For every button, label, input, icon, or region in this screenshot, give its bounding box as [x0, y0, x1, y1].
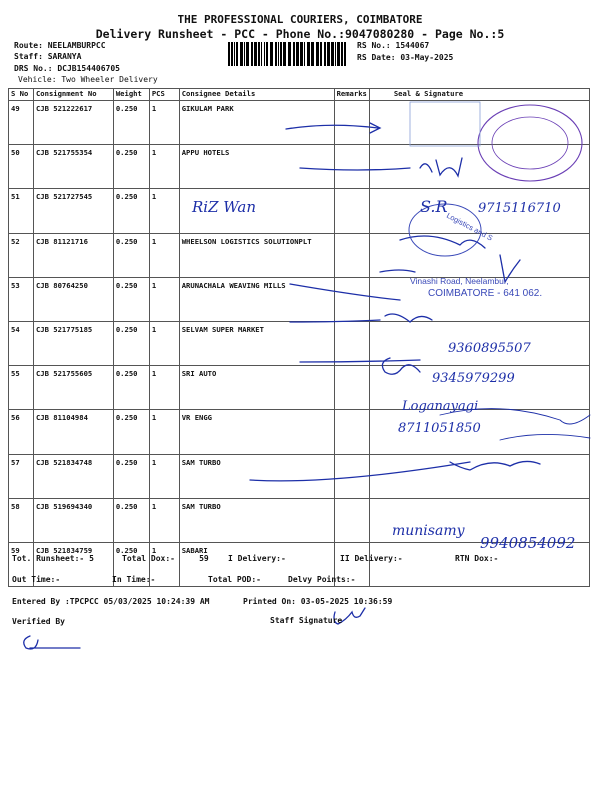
stamp-address-line2: COIMBATORE - 641 062.	[428, 288, 543, 299]
cell-seal-signature	[369, 145, 589, 189]
hw-row59-phone: 9940854092	[480, 534, 576, 552]
barcode-bar	[316, 42, 319, 66]
staff: Staff: SARANYA	[14, 52, 82, 61]
cell-weight: 0.250	[113, 145, 149, 189]
barcode-bar	[344, 42, 346, 66]
cell-pcs: 1	[149, 145, 179, 189]
cell-pcs: 1	[149, 498, 179, 542]
table-row	[9, 189, 590, 233]
hw-row51-name: RiZ Wan	[192, 198, 256, 216]
cell-weight: 0.250	[113, 189, 149, 233]
barcode-bar	[244, 42, 245, 66]
cell-consignee: ARUNACHALA WEAVING MILLS	[179, 277, 334, 321]
barcode-bar	[261, 42, 262, 66]
table-row	[9, 366, 590, 410]
cell-weight: 0.250	[113, 542, 149, 586]
barcode-bar	[246, 42, 249, 66]
cell-remarks	[334, 454, 369, 498]
ii-delivery: II Delivery:-	[340, 554, 403, 563]
vehicle: Vehicle: Two Wheeler Delivery	[18, 75, 158, 84]
cell-seal-signature	[369, 277, 589, 321]
hw-row51-phone: 9715116710	[478, 201, 561, 216]
barcode-bar	[228, 42, 230, 66]
stamp-address-line1: Vinashi Road, Neelambur,	[410, 276, 509, 286]
barcode-bar	[307, 42, 310, 66]
table-row	[9, 410, 590, 454]
barcode-bar	[337, 42, 340, 66]
cell-pcs: 1	[149, 410, 179, 454]
table-row	[9, 233, 590, 277]
out-time: Out Time:-	[12, 575, 61, 584]
cell-pcs: 1	[149, 366, 179, 410]
table-row	[9, 145, 590, 189]
i-delivery: I Delivery:-	[228, 554, 286, 563]
cell-consignment: CJB 521755354	[33, 145, 113, 189]
cell-sno: 51	[9, 189, 34, 233]
cell-sno: 57	[9, 454, 34, 498]
stamp-arc-text: Logistics and S	[445, 210, 495, 243]
runsheet-subtitle: Delivery Runsheet - PCC - Phone No.:9047080280 - Page No.:5	[95, 27, 505, 41]
barcode-bar	[234, 42, 235, 66]
table-row	[9, 101, 590, 145]
cell-remarks	[334, 366, 369, 410]
cell-consignment: CJB 81104984	[33, 410, 113, 454]
cell-consignee: SRI AUTO	[179, 366, 334, 410]
barcode-bar	[266, 42, 268, 66]
table-row	[9, 498, 590, 542]
runsheet-table	[8, 88, 590, 587]
staff-signature-label: Staff Signature	[270, 616, 343, 625]
delvy-points: Delvy Points:-	[288, 575, 356, 584]
rtn-dox: RTN Dox:-	[455, 554, 499, 563]
barcode-bar	[264, 42, 265, 66]
table-row	[9, 454, 590, 498]
cell-sno: 58	[9, 498, 34, 542]
cell-remarks	[334, 233, 369, 277]
cell-sno: 55	[9, 366, 34, 410]
barcode-bar	[327, 42, 330, 66]
cell-weight: 0.250	[113, 321, 149, 365]
cell-weight: 0.250	[113, 233, 149, 277]
barcode-bar	[341, 42, 343, 66]
hw-row56-name: Loganayagi	[402, 399, 479, 414]
cell-seal-signature	[369, 366, 589, 410]
barcode-bar	[236, 42, 238, 66]
cell-remarks	[334, 410, 369, 454]
verified-by: Verified By	[12, 617, 65, 626]
barcode-bar	[288, 42, 291, 66]
cell-sno: 50	[9, 145, 34, 189]
cell-pcs: 1	[149, 542, 179, 586]
cell-sno: 59	[9, 542, 34, 586]
cell-seal-signature	[369, 454, 589, 498]
barcode-bar	[331, 42, 334, 66]
total-pod: Total POD:-	[208, 575, 261, 584]
cell-remarks	[334, 145, 369, 189]
cell-consignment: CJB 521834748	[33, 454, 113, 498]
barcode-bar	[335, 42, 336, 66]
barcode-bar	[231, 42, 233, 66]
cell-consignee: SAM TURBO	[179, 454, 334, 498]
col-consignment: Consignment No	[33, 89, 113, 101]
cell-consignment: CJB 521755605	[33, 366, 113, 410]
cell-consignee: APPU HOTELS	[179, 145, 334, 189]
barcode-bar	[275, 42, 277, 66]
barcode-bar	[280, 42, 282, 66]
table-header-row	[9, 89, 590, 101]
drs-number: DRS No.: DCJB154406705	[14, 64, 120, 73]
barcode-bar	[320, 42, 322, 66]
cell-weight: 0.250	[113, 454, 149, 498]
cell-consignee: SAM TURBO	[179, 498, 334, 542]
verified-signature	[24, 636, 80, 649]
barcode-bar	[300, 42, 303, 66]
barcode-bar	[270, 42, 273, 66]
cell-consignment: CJB 521222617	[33, 101, 113, 145]
col-sno: S No	[9, 89, 34, 101]
cell-consignment: CJB 519694340	[33, 498, 113, 542]
barcode-bar	[296, 42, 299, 66]
cell-consignment: CJB 80764250	[33, 277, 113, 321]
col-weight: Weight	[113, 89, 149, 101]
cell-seal-signature	[369, 410, 589, 454]
hw-row51-sign: S.R	[420, 197, 448, 216]
cell-pcs: 1	[149, 277, 179, 321]
cell-remarks	[334, 277, 369, 321]
cell-sno: 52	[9, 233, 34, 277]
col-pcs: PCS	[149, 89, 179, 101]
cell-seal-signature	[369, 321, 589, 365]
in-time: In Time:-	[112, 575, 156, 584]
printed-on: Printed On: 03-05-2025 10:36:59	[243, 597, 393, 606]
cell-weight: 0.250	[113, 366, 149, 410]
total-dox: Total Dox:- 59	[122, 554, 209, 563]
cell-consignment: CJB 521727545	[33, 189, 113, 233]
route: Route: NEELAMBURPCC	[14, 41, 106, 50]
cell-sno: 53	[9, 277, 34, 321]
barcode-bar	[324, 42, 326, 66]
cell-consignee	[179, 189, 334, 233]
entered-by: Entered By :TPCPCC 05/03/2025 10:24:39 AM	[12, 597, 210, 606]
barcode-bar	[311, 42, 314, 66]
cell-sno: 54	[9, 321, 34, 365]
cell-seal-signature	[369, 189, 589, 233]
cell-remarks	[334, 101, 369, 145]
cell-sno: 49	[9, 101, 34, 145]
cell-remarks	[334, 321, 369, 365]
cell-pcs: 1	[149, 233, 179, 277]
cell-consignee: GIKULAM PARK	[179, 101, 334, 145]
cell-pcs: 1	[149, 454, 179, 498]
hw-row59-name: munisamy	[392, 523, 465, 539]
cell-seal-signature	[369, 233, 589, 277]
cell-sno: 56	[9, 410, 34, 454]
cell-remarks	[334, 498, 369, 542]
cell-weight: 0.250	[113, 410, 149, 454]
cell-weight: 0.250	[113, 101, 149, 145]
cell-seal-signature	[369, 498, 589, 542]
hw-row55-phone1: 9360895507	[448, 341, 531, 356]
barcode	[228, 42, 348, 66]
hw-row56-phone: 8711051850	[398, 421, 481, 436]
cell-consignee: SELVAM SUPER MARKET	[179, 321, 334, 365]
cell-seal-signature	[369, 101, 589, 145]
barcode-bar	[278, 42, 279, 66]
cell-weight: 0.250	[113, 277, 149, 321]
col-remarks: Remarks	[334, 89, 369, 101]
barcode-bar	[293, 42, 295, 66]
rs-number: RS No.: 1544067	[357, 41, 430, 50]
cell-consignment: CJB 521834759	[33, 542, 113, 586]
cell-consignment: CJB 81121716	[33, 233, 113, 277]
cell-seal-signature	[369, 542, 589, 586]
total-runsheet: Tot. Runsheet:- 5	[12, 554, 94, 563]
hw-row55-phone2: 9345979299	[432, 371, 515, 386]
barcode-bar	[283, 42, 286, 66]
cell-pcs: 1	[149, 321, 179, 365]
barcode-bar	[251, 42, 253, 66]
col-seal-signature: Seal & Signature	[369, 89, 589, 101]
cell-consignee: VR ENGG	[179, 410, 334, 454]
cell-weight: 0.250	[113, 498, 149, 542]
barcode-bar	[258, 42, 260, 66]
cell-consignment: CJB 521775185	[33, 321, 113, 365]
cell-pcs: 1	[149, 101, 179, 145]
rs-date: RS Date: 03-May-2025	[357, 53, 454, 62]
barcode-bar	[254, 42, 257, 66]
company-title: THE PROFESSIONAL COURIERS, COIMBATORE	[177, 13, 423, 26]
col-consignee: Consignee Details	[179, 89, 334, 101]
table-row	[9, 277, 590, 321]
cell-consignee: SABARI	[179, 542, 334, 586]
cell-consignee: WHEELSON LOGISTICS SOLUTIONPLT	[179, 233, 334, 277]
barcode-bar	[304, 42, 305, 66]
table-row	[9, 321, 590, 365]
cell-remarks	[334, 189, 369, 233]
cell-pcs: 1	[149, 189, 179, 233]
barcode-bar	[240, 42, 243, 66]
